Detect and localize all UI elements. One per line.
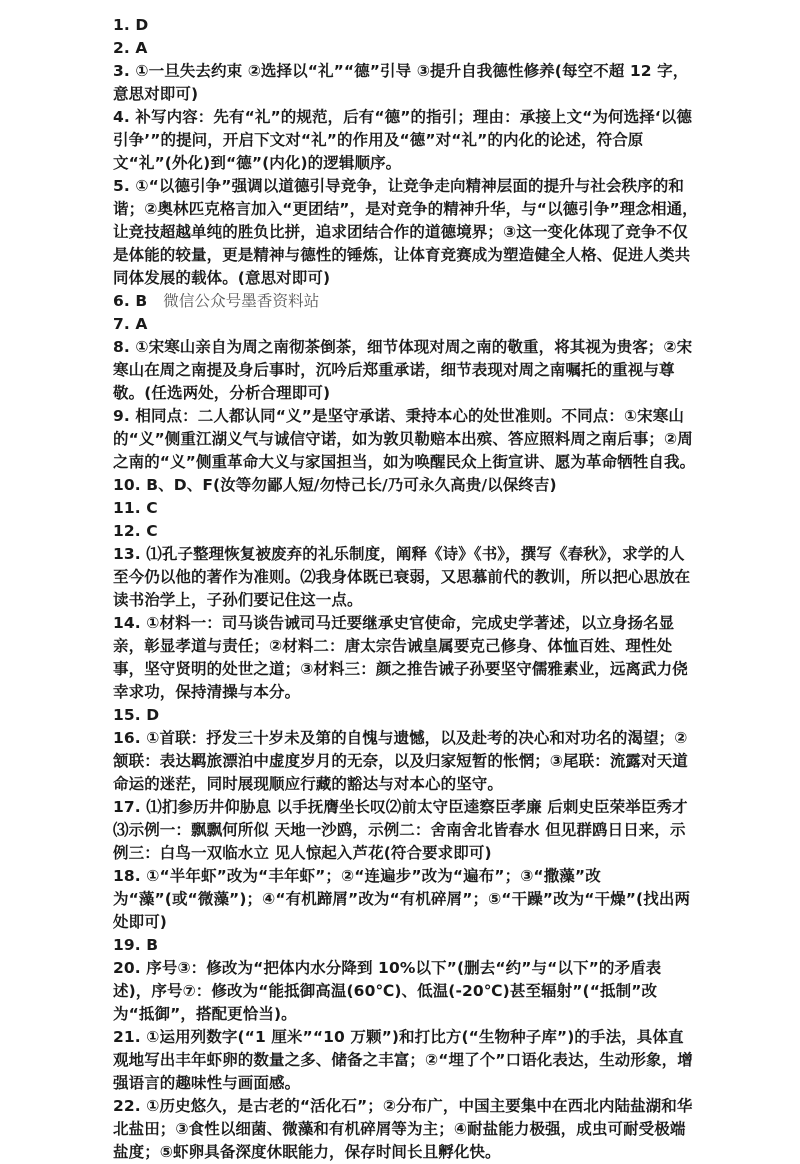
watermark-text: 微信公众号墨香资料站 — [163, 292, 320, 310]
answer-18: 18. ①“半年虾”改为“丰年虾”；②“连遍步”改为“遍布”；③“撒藻”改为“藻”(或“微藻”)；④“有机蹄屑”改为“有机碎屑”；⑤“干躁”改为“干燥”(找出两处即可) — [113, 867, 691, 931]
answer-9: 9. 相同点：二人都认同“义”是坚守承诺、秉持本心的处世准则。不同点：①宋寒山的“义”侧重江湖义气与诚信守诺，如为敦贝勒赔本出殡、答应照料周之南后事；②周之南的“义”侧重革命大义与家国担当，如为唤醒民众上街宣讲、愿为革命牺牲自我。 — [113, 407, 696, 471]
answer-16: 16. ①首联：抒发三十岁未及第的自愧与遗憾，以及赴考的决心和对功名的渴望；②颔联：表达羁旅漂泊中虚度岁月的无奈，以及归家短暂的怅惘；③尾联：流露对天道命运的迷茫，同时展现顺应行藏的豁达与对本心的坚守。 — [113, 729, 688, 793]
answer-8: 8. ①宋寒山亲自为周之南彻茶倒茶，细节体现对周之南的敬重，将其视为贵客；②宋寒山在周之南提及身后事时，沉吟后郑重承诺，细节表现对周之南嘱托的重视与尊敬。(任选两处，分析合理即可) — [113, 338, 693, 402]
answer-6 — [113, 290, 698, 313]
answer-22: 22. ①历史悠久，是古老的“活化石”；②分布广，中国主要集中在西北内陆盐湖和华北盐田；③食性以细菌、微藻和有机碎屑等为主；④耐盐能力极强，成虫可耐受极端盐度；⑤虾卵具备深度休眠能力，保存时间长且孵化快。 — [113, 1097, 693, 1161]
answer-19: 19. B — [113, 936, 159, 954]
answer-14: 14. ①材料一：司马谈告诫司马迁要继承史官使命，完成史学著述，以立身扬名显亲，彰显孝道与责任；②材料二：唐太宗告诫皇属要克己修身、体恤百姓、理性处事，坚守贤明的处世之道；③材料三：颜之推告诫子孙要坚守儒雅素业，远离武力侥幸求功，保持清操与本分。 — [113, 614, 688, 701]
answer-2: 2. A — [113, 39, 148, 57]
answer-6-text: 6. B — [113, 292, 148, 310]
answer-10: 10. B、D、F(汝等勿鄙人短/勿恃己长/乃可永久高贵/以保终吉) — [113, 476, 557, 494]
answer-17: 17. ⑴扪参历井仰胁息 以手抚膺坐长叹⑵前太守臣逵察臣孝廉 后刺史臣荣举臣秀才⑶示例一：飘飘何所似 天地一沙鸥，示例二：舍南舍北皆春水 但见群鸥日日来，示例三：白鸟一双临水立 见人惊起入芦花(符合要求即可) — [113, 798, 688, 862]
answer-list — [113, 14, 698, 1164]
answer-3: 3. ①一旦失去约束 ②选择以“礼”“德”引导 ③提升自我德性修养(每空不超 12 字，意思对即可) — [113, 62, 689, 103]
answer-11: 11. C — [113, 499, 158, 517]
answer-5: 5. ①“以德引争”强调以道德引导竞争，让竞争走向精神层面的提升与社会秩序的和谐；②奥林匹克格言加入“更团结”，是对竞争的精神升华，与“以德引争”理念相通，让竞技超越单纯的胜负比拼，追求团结合作的道德境界；③这一变化体现了竞争不仅是体能的较量，更是精神与德性的锤炼，让体育竞赛成为塑造健全人格、促进人类共同体发展的载体。(意思对即可) — [113, 177, 698, 287]
answer-4: 4. 补写内容：先有“礼”的规范，后有“德”的指引；理由：承接上文“为何选择‘以德引争’”的提问，开启下文对“礼”的作用及“德”对“礼”的内化的论述，符合原文“礼”(外化)到“德”(内化)的逻辑顺序。 — [113, 108, 692, 172]
answer-21: 21. ①运用列数字(“1 厘米”“10 万颗”)和打比方(“生物种子库”)的手法，具体直观地写出丰年虾卵的数量之多、储备之丰富；②“埋了个”口语化表达，生动形象，增强语言的趣味性与画面感。 — [113, 1028, 693, 1092]
answer-1: 1. D — [113, 16, 149, 34]
answer-7: 7. A — [113, 315, 148, 333]
answer-13: 13. ⑴孔子整理恢复被废弃的礼乐制度，阐释《诗》《书》，撰写《春秋》，求学的人至今仍以他的著作为准则。⑵我身体既已衰弱，又思慕前代的教训，所以把心思放在读书治学上，子孙们要记住这一点。 — [113, 545, 691, 609]
answer-20: 20. 序号③：修改为“把体内水分降到 10%以下”(删去“约”与“以下”的矛盾表述)，序号⑦：修改为“能抵御高温(60℃)、低温(-20℃)甚至辐射”(“抵制”改为“抵御”，搭配更恰当)。 — [113, 959, 662, 1023]
answer-12: 12. C — [113, 522, 158, 540]
answer-15: 15. D — [113, 706, 160, 724]
